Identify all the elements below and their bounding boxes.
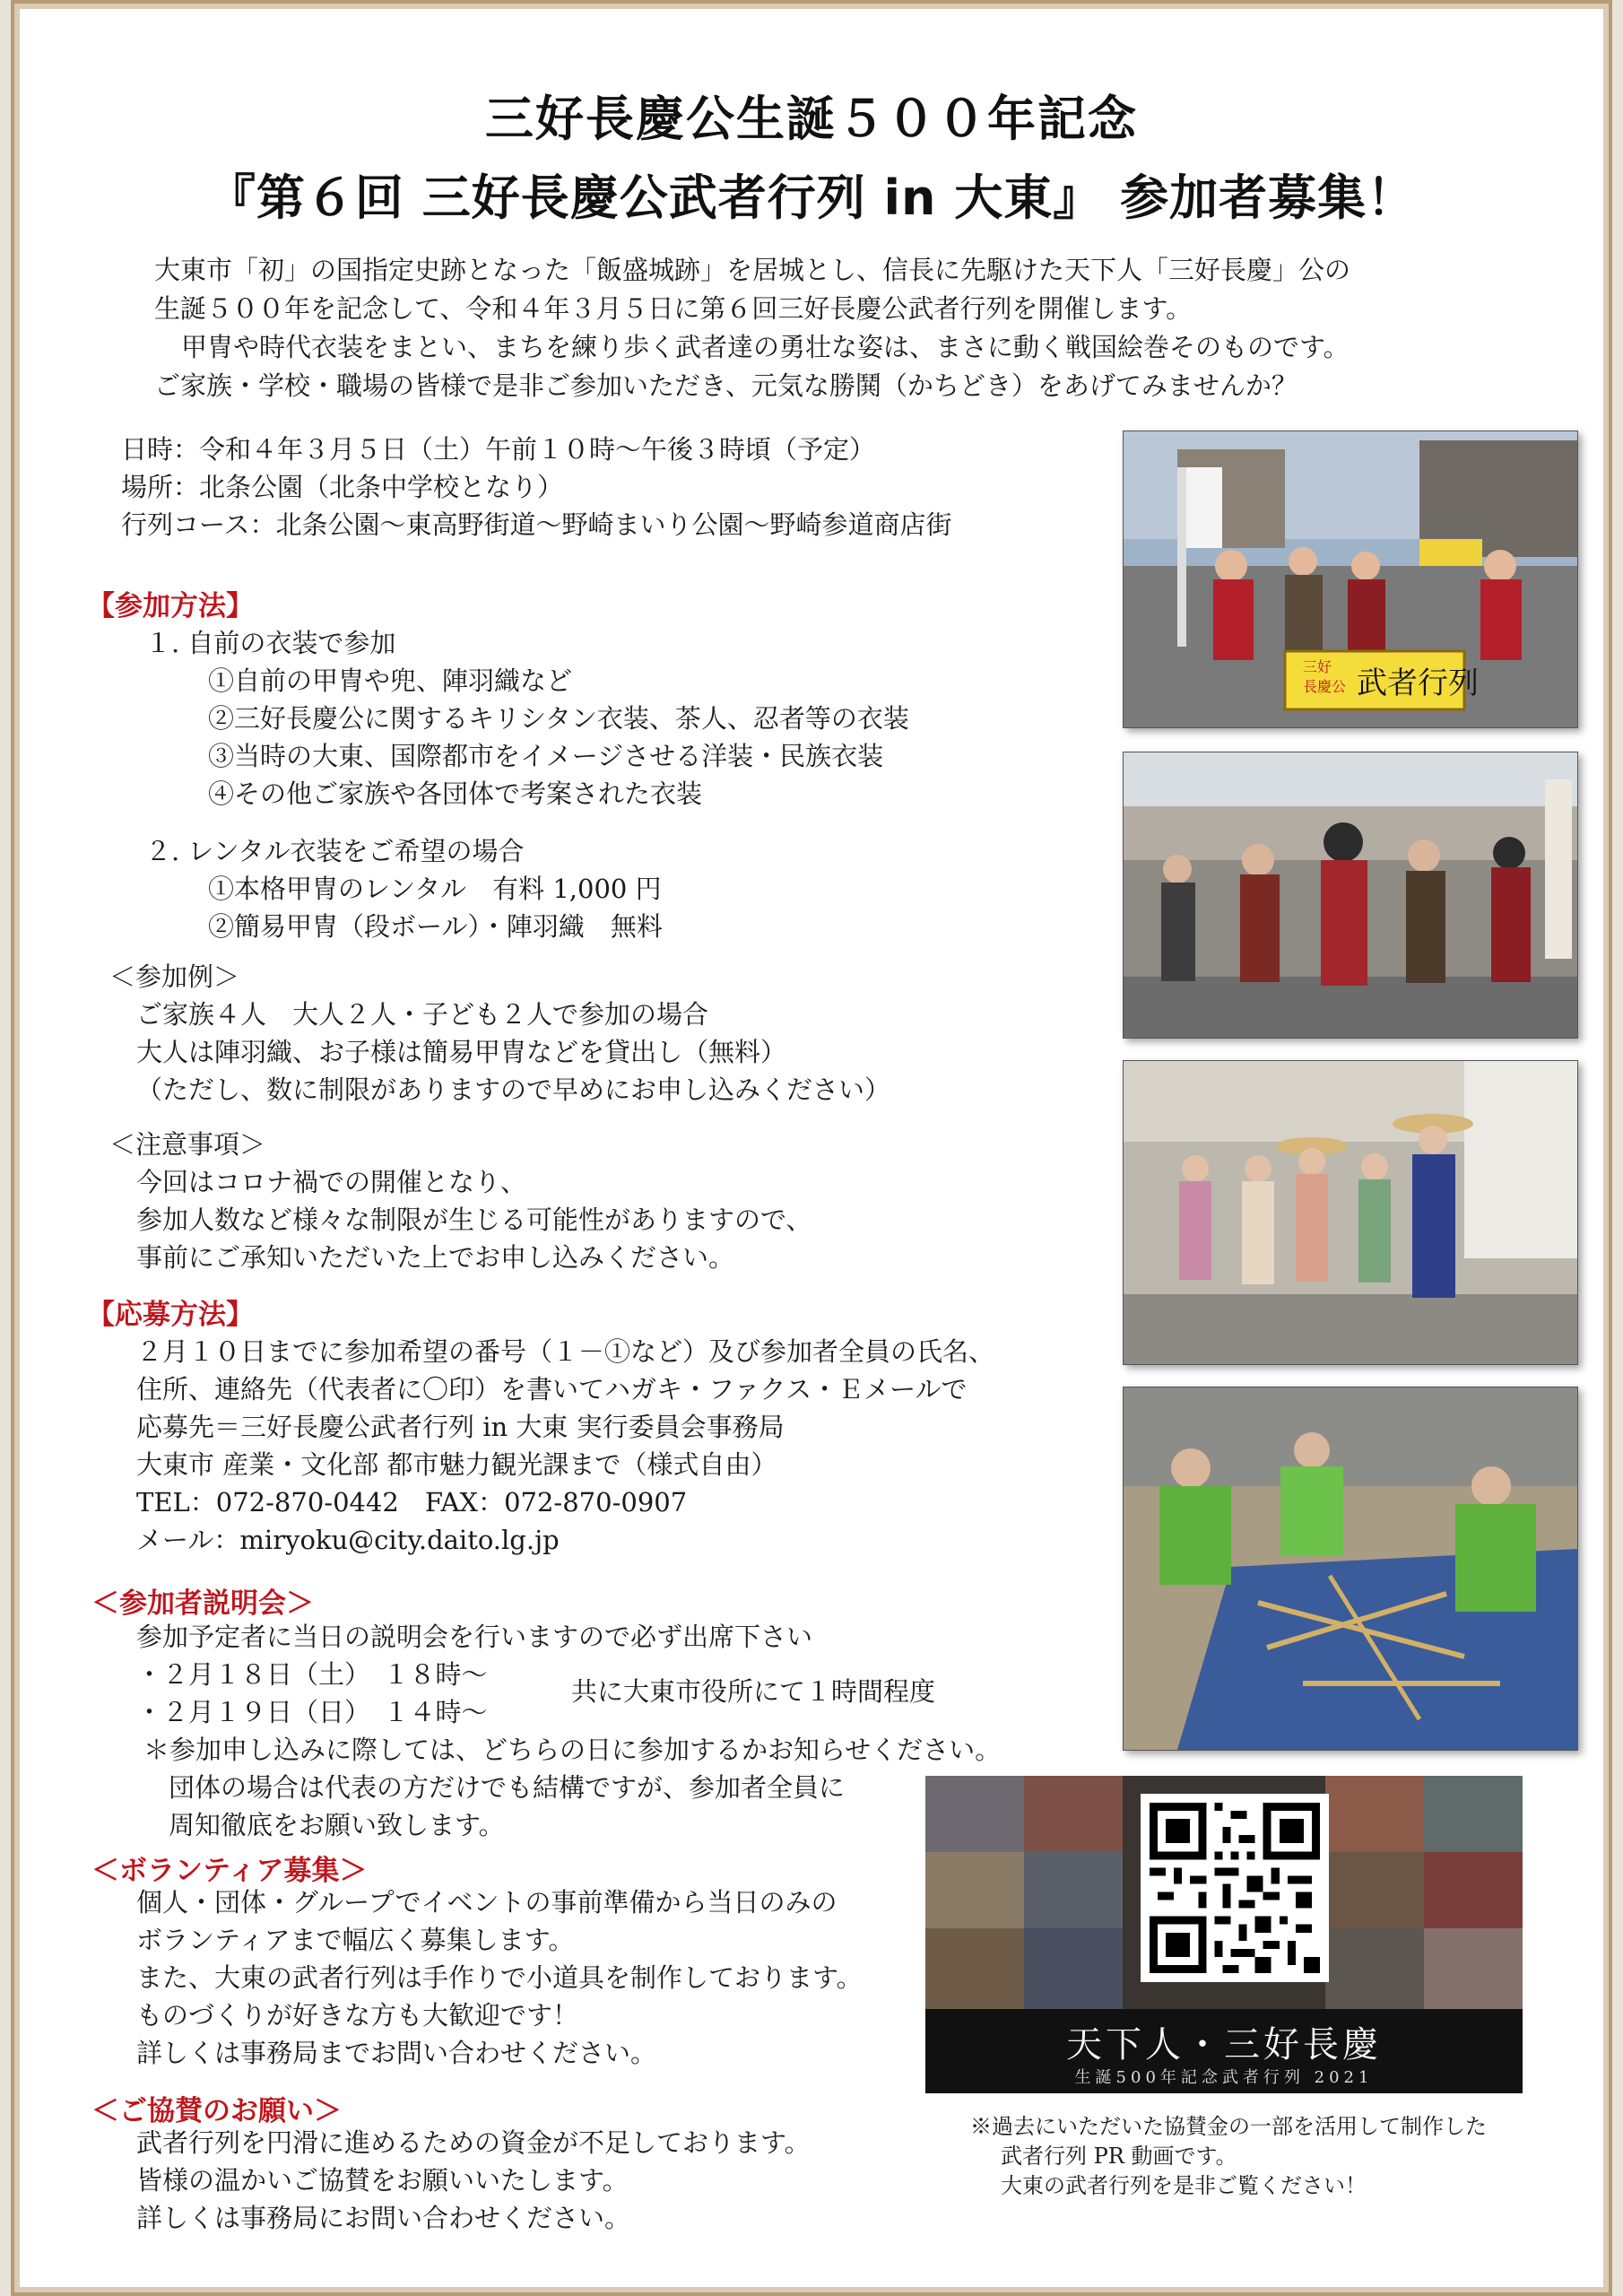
caution-line: 事前にご承知いただいた上でお申し込みください。 xyxy=(136,1242,735,1273)
contact-email: メール：miryoku@city.daito.lg.jp xyxy=(136,1525,560,1555)
caution-heading: ＜注意事項＞ xyxy=(109,1129,266,1160)
event-place: 場所：北条公園（北条中学校となり） xyxy=(121,472,564,502)
caution-section xyxy=(109,1126,812,1276)
event-datetime: 日時：令和４年３月５日（土）午前１０時～午後３時頃（予定） xyxy=(121,434,876,465)
qr-code-icon xyxy=(1150,1803,1320,1973)
volunteer-line: 詳しくは事務局までお問い合わせください。 xyxy=(136,2038,657,2068)
rental-title: ２. レンタル衣装をご希望の場合 xyxy=(145,836,525,866)
banner-text-main: 武者行列 xyxy=(1357,665,1479,701)
flyer-page xyxy=(20,9,1603,2287)
briefing-heading: ＜参加者説明会＞ xyxy=(91,1587,314,1620)
briefing-place: 共に大東市役所にて１時間程度 xyxy=(571,1676,936,1707)
participation-heading: 【参加方法】 xyxy=(87,590,254,622)
volunteer-section xyxy=(136,1883,863,2072)
photo-procession-banner xyxy=(1123,430,1578,728)
title-line-1: 三好長慶公生誕５００年記念 xyxy=(485,91,1138,147)
volunteer-line: ものづくりが好きな方も大歓迎です！ xyxy=(136,2000,579,2031)
example-line: 大人は陣羽織、お子様は簡易甲冑などを貸出し（無料） xyxy=(136,1037,787,1067)
pr-note xyxy=(970,2112,1487,2201)
photo-procession-banner-image xyxy=(1124,431,1577,727)
intro-line: 生誕５００年を記念して、令和４年３月５日に第６回三好長慶公武者行列を開催します。 xyxy=(154,293,1193,324)
pr-note-line: 武者行列 PR 動画です。 xyxy=(1001,2144,1237,2169)
title-line-2: 『第６回 三好長慶公武者行列 in 大東』 参加者募集！ xyxy=(206,170,1417,226)
event-course: 行列コース：北条公園～東高野街道～野崎まいり公園～野崎参道商店街 xyxy=(121,509,952,540)
briefing-intro: 参加予定者に当日の説明会を行いますので必ず出席下さい xyxy=(136,1622,813,1652)
application-line: 大東市 産業・文化部 都市魅力観光課まで（様式自由） xyxy=(136,1449,777,1480)
pr-subtitle: 生誕500年記念武者行列 2021 xyxy=(1074,2068,1374,2087)
rental-item: ①本格甲冑のレンタル 有料 1,000 円 xyxy=(208,874,662,904)
volunteer-line: また、大東の武者行列は手作りで小道具を制作しております。 xyxy=(136,1962,863,1993)
photo-samurai-group-image xyxy=(1124,752,1577,1038)
volunteer-heading: ＜ボランティア募集＞ xyxy=(91,1855,368,1887)
own-costume-item: ③当時の大東、国際都市をイメージさせる洋装・民族衣装 xyxy=(208,741,884,771)
banner-text-line1: 三好 xyxy=(1303,658,1332,675)
qr-code[interactable] xyxy=(1141,1794,1329,1982)
caution-line: 参加人数など様々な制限が生じる可能性がありますので、 xyxy=(136,1205,812,1235)
briefing-note: ＊参加申し込みに際しては、どちらの日に参加するかお知らせください。 xyxy=(143,1735,1002,1765)
sponsor-line: 皆様の温かいご協賛をお願いいたします。 xyxy=(136,2165,629,2196)
intro-line: 甲冑や時代衣装をまとい、まちを練り歩く武者達の勇壮な姿は、まさに動く戦国絵巻そのものです。 xyxy=(181,332,1350,362)
volunteer-line: ボランティアまで幅広く募集します。 xyxy=(136,1925,575,1955)
example-line: （ただし、数に制限がありますので早めにお申し込みください） xyxy=(136,1074,891,1105)
briefing-note: 周知徹底をお願い致します。 xyxy=(169,1810,505,1840)
sponsor-line: 武者行列を円滑に進めるための資金が不足しております。 xyxy=(136,2127,811,2158)
application-line: 住所、連絡先（代表者に〇印）を書いてハガキ・ファクス・Ｅメールで xyxy=(136,1374,968,1405)
photo-samurai-group xyxy=(1123,752,1578,1039)
pr-note-line: 大東の武者行列を是非ご覧ください！ xyxy=(1001,2173,1367,2198)
rental-item: ②簡易甲冑（段ボール）・陣羽織 無料 xyxy=(208,911,663,942)
volunteer-line: 個人・団体・グループでイベントの事前準備から当日のみの xyxy=(136,1887,838,1918)
example-section xyxy=(109,958,890,1109)
pr-title-band xyxy=(925,2009,1523,2093)
photo-costume-parade xyxy=(1123,1060,1578,1365)
participation-list xyxy=(109,624,909,945)
banner-text-line2: 長慶公 xyxy=(1303,678,1347,695)
briefing-note: 団体の場合は代表の方だけでも結構ですが、参加者全員に xyxy=(169,1772,846,1803)
sponsor-line: 詳しくは事務局にお問い合わせください。 xyxy=(136,2203,631,2233)
application-section xyxy=(136,1333,994,1559)
briefing-date: ・２月１９日（日） １４時～ xyxy=(136,1697,488,1727)
photo-craft-workshop xyxy=(1123,1387,1578,1751)
own-costume-item: ④その他ご家族や各団体で考案された衣装 xyxy=(208,778,703,809)
caution-line: 今回はコロナ禍での開催となり、 xyxy=(136,1167,527,1197)
own-costume-item: ②三好長慶公に関するキリシタン衣装、茶人、忍者等の衣装 xyxy=(208,703,909,734)
contact-tel-fax: TEL：072-870-0442 FAX：072-870-0907 xyxy=(136,1487,688,1518)
example-heading: ＜参加例＞ xyxy=(109,961,240,992)
intro-line: 大東市「初」の国指定史跡となった「飯盛城跡」を居城とし、信長に先駆けた天下人「三好長慶」公の xyxy=(154,255,1351,285)
intro-text xyxy=(154,251,1499,405)
own-costume-item: ①自前の甲冑や兜、陣羽織など xyxy=(208,665,573,696)
pr-note-line: ※過去にいただいた協賛金の一部を活用して制作した xyxy=(970,2114,1487,2139)
pr-video-thumbnail xyxy=(925,1776,1523,2093)
photo-costume-parade-image xyxy=(1124,1061,1577,1364)
sponsor-section xyxy=(136,2124,811,2237)
example-line: ご家族４人 大人２人・子ども２人で参加の場合 xyxy=(136,999,709,1030)
intro-line: ご家族・学校・職場の皆様で是非ご参加いただき、元気な勝鬨（かちどき）をあげてみませんか？ xyxy=(154,370,1298,401)
application-line: 応募先＝三好長慶公武者行列 in 大東 実行委員会事務局 xyxy=(136,1412,785,1442)
application-line: ２月１０日までに参加希望の番号（１－①など）及び参加者全員の氏名、 xyxy=(136,1336,995,1367)
briefing-date: ・２月１８日（土） １８時～ xyxy=(136,1659,488,1690)
pr-title: 天下人・三好長慶 xyxy=(1066,2024,1382,2066)
event-info xyxy=(121,430,952,544)
photo-craft-workshop-image xyxy=(1124,1387,1577,1750)
sponsor-heading: ＜ご協賛のお願い＞ xyxy=(91,2095,342,2127)
briefing-notes xyxy=(143,1731,1001,1844)
application-heading: 【応募方法】 xyxy=(87,1299,254,1331)
own-costume-title: １. 自前の衣装で参加 xyxy=(145,628,396,658)
